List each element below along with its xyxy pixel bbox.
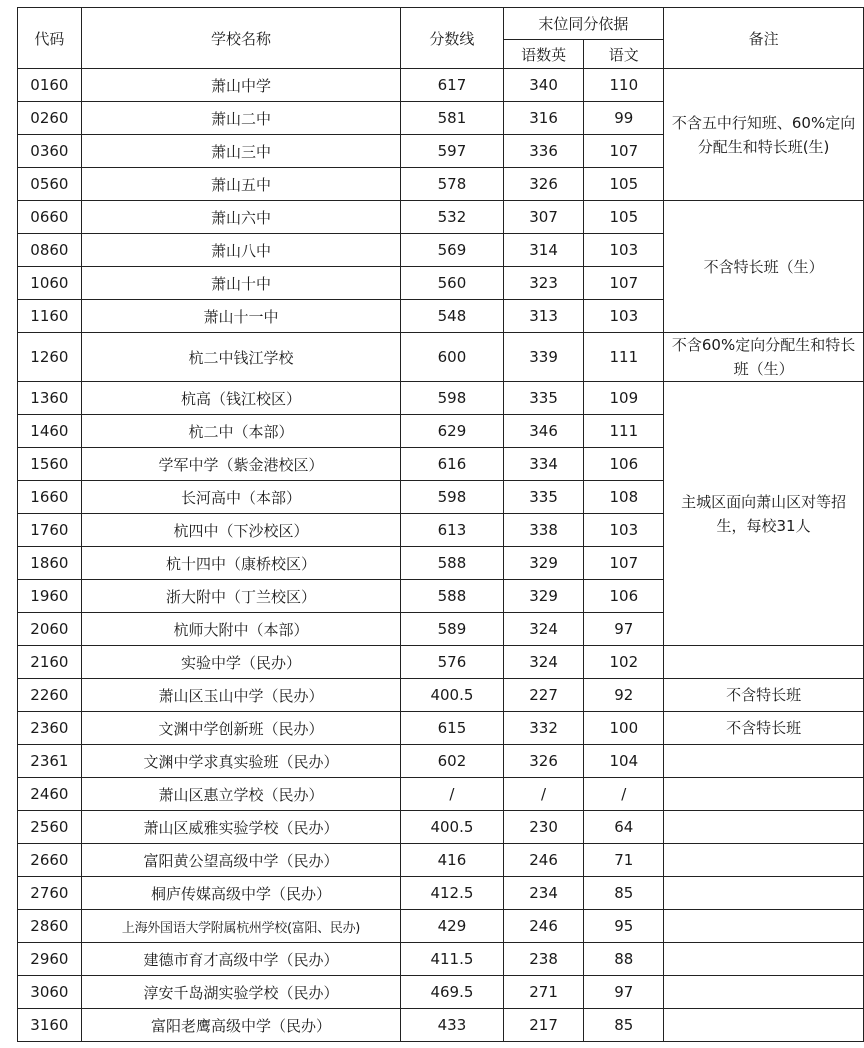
tie-a-cell: 246: [503, 844, 584, 877]
note-cell: [664, 778, 864, 811]
tie-a-cell: 326: [503, 745, 584, 778]
score-cell: 569: [401, 234, 504, 267]
code-cell: 2760: [18, 877, 82, 910]
school-name-cell: 建德市育才高级中学（民办）: [81, 943, 400, 976]
code-cell: 2660: [18, 844, 82, 877]
table-row: [18, 201, 864, 234]
tie-b-cell: 99: [584, 102, 664, 135]
code-cell: 1660: [18, 481, 82, 514]
table-row: [18, 976, 864, 1009]
score-cell: /: [401, 778, 504, 811]
note-cell: [664, 1009, 864, 1042]
tie-a-cell: 346: [503, 415, 584, 448]
school-name-cell: 桐庐传媒高级中学（民办）: [81, 877, 400, 910]
school-name-cell: 萧山三中: [81, 135, 400, 168]
school-name-cell: 萧山十中: [81, 267, 400, 300]
code-cell: 0660: [18, 201, 82, 234]
tie-b-cell: /: [584, 778, 664, 811]
tie-b-cell: 97: [584, 976, 664, 1009]
school-name-cell: 杭二中钱江学校: [81, 333, 400, 382]
school-name-cell: 淳安千岛湖实验学校（民办）: [81, 976, 400, 1009]
tie-a-cell: 227: [503, 679, 584, 712]
code-cell: 1360: [18, 382, 82, 415]
code-cell: 2460: [18, 778, 82, 811]
school-name-cell: 萧山二中: [81, 102, 400, 135]
table-row: [18, 1009, 864, 1042]
table-row: [18, 844, 864, 877]
tie-b-cell: 111: [584, 333, 664, 382]
score-cell: 588: [401, 580, 504, 613]
code-cell: 2860: [18, 910, 82, 943]
school-name-cell: 杭二中（本部）: [81, 415, 400, 448]
tie-b-cell: 97: [584, 613, 664, 646]
note-cell: 不含五中行知班、60%定向分配生和特长班(生): [664, 69, 864, 201]
note-cell: [664, 811, 864, 844]
tie-b-cell: 108: [584, 481, 664, 514]
school-name-cell: 学军中学（紫金港校区）: [81, 448, 400, 481]
code-cell: 1260: [18, 333, 82, 382]
school-name-cell: 萧山十一中: [81, 300, 400, 333]
tie-b-cell: 106: [584, 580, 664, 613]
tie-a-cell: 324: [503, 613, 584, 646]
code-cell: 2060: [18, 613, 82, 646]
code-cell: 2361: [18, 745, 82, 778]
note-cell: 不含特长班: [664, 712, 864, 745]
table-row: [18, 382, 864, 415]
tie-a-cell: 339: [503, 333, 584, 382]
tie-b-cell: 109: [584, 382, 664, 415]
tie-a-cell: 217: [503, 1009, 584, 1042]
tie-a-cell: 332: [503, 712, 584, 745]
tie-b-cell: 103: [584, 300, 664, 333]
tie-b-cell: 107: [584, 135, 664, 168]
table-row: [18, 745, 864, 778]
code-cell: 1960: [18, 580, 82, 613]
score-cell: 629: [401, 415, 504, 448]
school-name-cell: 萧山五中: [81, 168, 400, 201]
tie-b-cell: 106: [584, 448, 664, 481]
header-score: 分数线: [401, 8, 504, 69]
code-cell: 0560: [18, 168, 82, 201]
score-cell: 598: [401, 382, 504, 415]
header-note: 备注: [664, 8, 864, 69]
header-tie-b: 语文: [584, 40, 664, 69]
code-cell: 3160: [18, 1009, 82, 1042]
tie-b-cell: 100: [584, 712, 664, 745]
school-name-cell: 萧山区威雅实验学校（民办）: [81, 811, 400, 844]
school-name-cell: 文渊中学创新班（民办）: [81, 712, 400, 745]
note-cell: [664, 943, 864, 976]
code-cell: 0260: [18, 102, 82, 135]
tie-a-cell: 316: [503, 102, 584, 135]
tie-a-cell: 335: [503, 481, 584, 514]
admission-score-table: [17, 7, 864, 1042]
score-cell: 576: [401, 646, 504, 679]
table-row: [18, 877, 864, 910]
note-cell: [664, 877, 864, 910]
tie-a-cell: 340: [503, 69, 584, 102]
table-row: [18, 333, 864, 382]
score-cell: 602: [401, 745, 504, 778]
score-cell: 411.5: [401, 943, 504, 976]
tie-a-cell: 336: [503, 135, 584, 168]
code-cell: 1760: [18, 514, 82, 547]
score-cell: 600: [401, 333, 504, 382]
score-cell: 412.5: [401, 877, 504, 910]
code-cell: 2360: [18, 712, 82, 745]
tie-b-cell: 104: [584, 745, 664, 778]
header-code: 代码: [18, 8, 82, 69]
tie-a-cell: 335: [503, 382, 584, 415]
code-cell: 2160: [18, 646, 82, 679]
code-cell: 0160: [18, 69, 82, 102]
score-cell: 615: [401, 712, 504, 745]
note-cell: [664, 745, 864, 778]
tie-b-cell: 103: [584, 234, 664, 267]
score-cell: 589: [401, 613, 504, 646]
tie-b-cell: 88: [584, 943, 664, 976]
note-cell: [664, 976, 864, 1009]
score-cell: 532: [401, 201, 504, 234]
code-cell: 1860: [18, 547, 82, 580]
code-cell: 2960: [18, 943, 82, 976]
tie-b-cell: 111: [584, 415, 664, 448]
tie-a-cell: 246: [503, 910, 584, 943]
school-name-cell: 萧山六中: [81, 201, 400, 234]
score-cell: 560: [401, 267, 504, 300]
tie-a-cell: 324: [503, 646, 584, 679]
code-cell: 1060: [18, 267, 82, 300]
school-name-cell: 浙大附中（丁兰校区）: [81, 580, 400, 613]
tie-b-cell: 92: [584, 679, 664, 712]
tie-a-cell: 230: [503, 811, 584, 844]
tie-a-cell: 323: [503, 267, 584, 300]
tie-b-cell: 103: [584, 514, 664, 547]
score-cell: 616: [401, 448, 504, 481]
school-name-cell: 上海外国语大学附属杭州学校(富阳、民办): [81, 910, 400, 943]
header-row: [18, 8, 864, 40]
score-cell: 469.5: [401, 976, 504, 1009]
header-tie-a: 语数英: [503, 40, 584, 69]
school-name-cell: 文渊中学求真实验班（民办）: [81, 745, 400, 778]
score-cell: 400.5: [401, 811, 504, 844]
tie-b-cell: 85: [584, 877, 664, 910]
code-cell: 1460: [18, 415, 82, 448]
score-cell: 429: [401, 910, 504, 943]
score-cell: 578: [401, 168, 504, 201]
table-row: [18, 778, 864, 811]
tie-b-cell: 105: [584, 201, 664, 234]
school-name-cell: 富阳黄公望高级中学（民办）: [81, 844, 400, 877]
score-cell: 617: [401, 69, 504, 102]
score-cell: 416: [401, 844, 504, 877]
note-cell: [664, 910, 864, 943]
tie-b-cell: 64: [584, 811, 664, 844]
tie-a-cell: 338: [503, 514, 584, 547]
score-cell: 548: [401, 300, 504, 333]
school-name-cell: 萧山八中: [81, 234, 400, 267]
score-cell: 597: [401, 135, 504, 168]
score-cell: 613: [401, 514, 504, 547]
tie-a-cell: /: [503, 778, 584, 811]
tie-b-cell: 107: [584, 267, 664, 300]
score-cell: 581: [401, 102, 504, 135]
note-cell: 不含特长班: [664, 679, 864, 712]
code-cell: 2560: [18, 811, 82, 844]
header-school-name: 学校名称: [81, 8, 400, 69]
code-cell: 0360: [18, 135, 82, 168]
tie-a-cell: 307: [503, 201, 584, 234]
note-cell: 不含特长班（生）: [664, 201, 864, 333]
table-row: [18, 69, 864, 102]
table-row: [18, 943, 864, 976]
table-row: [18, 712, 864, 745]
school-name-cell: 萧山区惠立学校（民办）: [81, 778, 400, 811]
note-cell: 不含60%定向分配生和特长班（生）: [664, 333, 864, 382]
score-cell: 433: [401, 1009, 504, 1042]
code-cell: 2260: [18, 679, 82, 712]
tie-a-cell: 326: [503, 168, 584, 201]
table-row: [18, 811, 864, 844]
school-name-cell: 实验中学（民办）: [81, 646, 400, 679]
tie-a-cell: 329: [503, 580, 584, 613]
tie-a-cell: 334: [503, 448, 584, 481]
tie-a-cell: 271: [503, 976, 584, 1009]
school-name-cell: 长河高中（本部）: [81, 481, 400, 514]
code-cell: 1160: [18, 300, 82, 333]
school-name-cell: 杭十四中（康桥校区）: [81, 547, 400, 580]
tie-b-cell: 71: [584, 844, 664, 877]
tie-b-cell: 95: [584, 910, 664, 943]
tie-a-cell: 238: [503, 943, 584, 976]
tie-b-cell: 107: [584, 547, 664, 580]
tie-a-cell: 329: [503, 547, 584, 580]
school-name-cell: 富阳老鹰高级中学（民办）: [81, 1009, 400, 1042]
header-tie-group: 末位同分依据: [503, 8, 663, 40]
tie-b-cell: 110: [584, 69, 664, 102]
note-cell: 主城区面向萧山区对等招生，每校31人: [664, 382, 864, 646]
tie-b-cell: 105: [584, 168, 664, 201]
school-name-cell: 杭师大附中（本部）: [81, 613, 400, 646]
school-name-cell: 杭高（钱江校区）: [81, 382, 400, 415]
tie-a-cell: 313: [503, 300, 584, 333]
score-cell: 588: [401, 547, 504, 580]
school-name-cell: 萧山区玉山中学（民办）: [81, 679, 400, 712]
code-cell: 1560: [18, 448, 82, 481]
note-cell: [664, 646, 864, 679]
table-row: [18, 910, 864, 943]
tie-b-cell: 102: [584, 646, 664, 679]
tie-a-cell: 314: [503, 234, 584, 267]
table-row: [18, 679, 864, 712]
school-name-cell: 萧山中学: [81, 69, 400, 102]
table-row: [18, 646, 864, 679]
code-cell: 3060: [18, 976, 82, 1009]
score-cell: 598: [401, 481, 504, 514]
tie-a-cell: 234: [503, 877, 584, 910]
school-name-cell: 杭四中（下沙校区）: [81, 514, 400, 547]
score-cell: 400.5: [401, 679, 504, 712]
code-cell: 0860: [18, 234, 82, 267]
note-cell: [664, 844, 864, 877]
tie-b-cell: 85: [584, 1009, 664, 1042]
